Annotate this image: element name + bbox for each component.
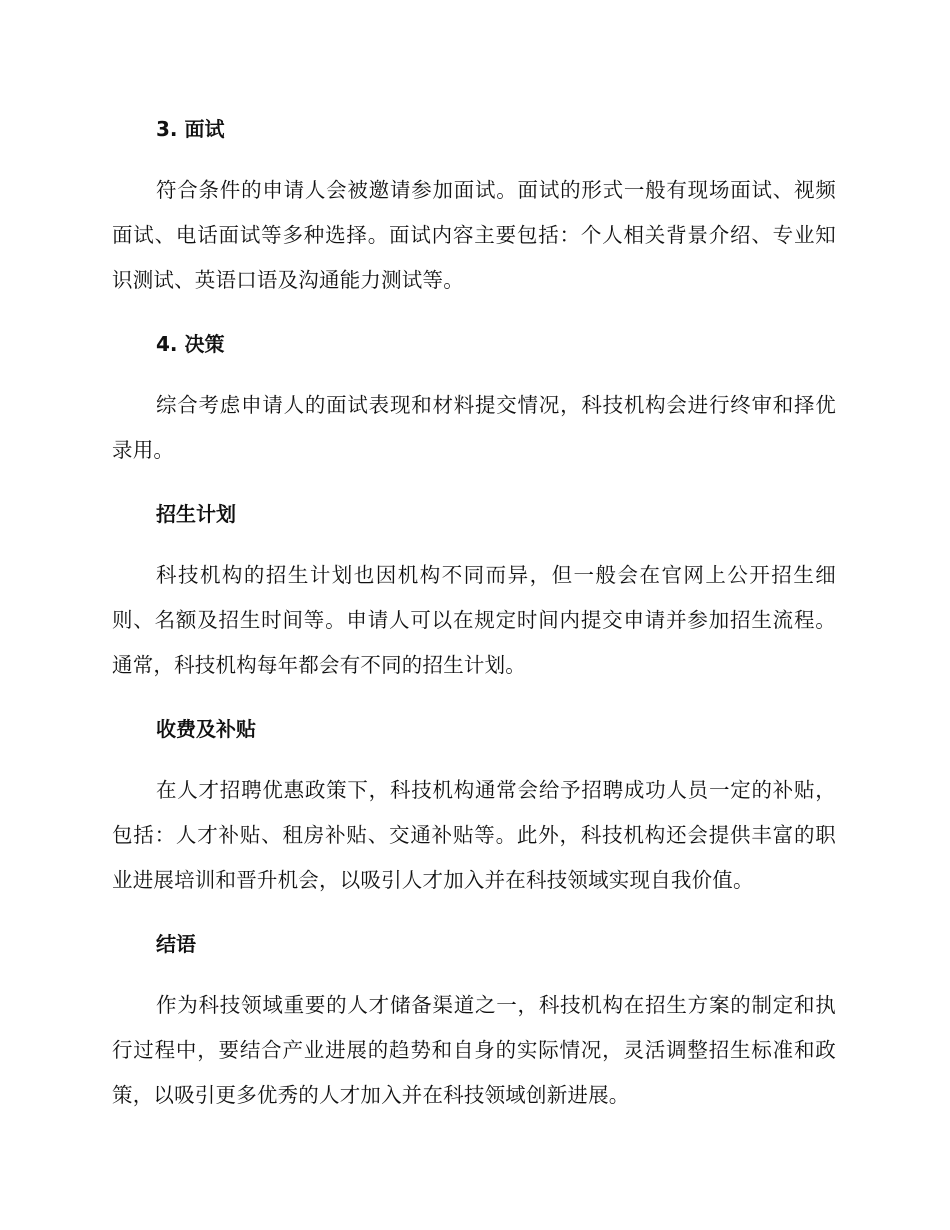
section-paragraph-enrollment-plan: 科技机构的招生计划也因机构不同而异，但一般会在官网上公开招生细则、名额及招生时间等。申请人可以在规定时间内提交申请并参加招生流程。通常，科技机构每年都会有不同的招生计划。: [112, 563, 836, 677]
section-paragraph-fees-subsidies: 在人才招聘优惠政策下，科技机构通常会给予招聘成功人员一定的补贴，包括：人才补贴、租房补贴、交通补贴等。此外，科技机构还会提供丰富的职业进展培训和晋升机会，以吸引人才加入并在科技领域实现自我价值。: [112, 778, 836, 892]
section-paragraph-decision: 综合考虑申请人的面试表现和材料提交情况，科技机构会进行终审和择优录用。: [112, 393, 836, 462]
section-paragraph-conclusion: 作为科技领域重要的人才储备渠道之一，科技机构在招生方案的制定和执行过程中，要结合产业进展的趋势和自身的实际情况，灵活调整招生标准和政策，以吸引更多优秀的人才加入并在科技领域创新进展。: [112, 993, 836, 1107]
section-heading-conclusion: 结语: [156, 932, 196, 956]
section-heading-interview: 3. 面试: [156, 117, 225, 141]
section-heading-fees-subsidies: 收费及补贴: [156, 717, 256, 741]
section-paragraph-interview: 符合条件的申请人会被邀请参加面试。面试的形式一般有现场面试、视频面试、电话面试等多种选择。面试内容主要包括：个人相关背景介绍、专业知识测试、英语口语及沟通能力测试等。: [112, 178, 836, 292]
section-heading-enrollment-plan: 招生计划: [156, 502, 236, 526]
section-heading-decision: 4. 决策: [156, 332, 225, 356]
document-body: [112, 112, 836, 1118]
